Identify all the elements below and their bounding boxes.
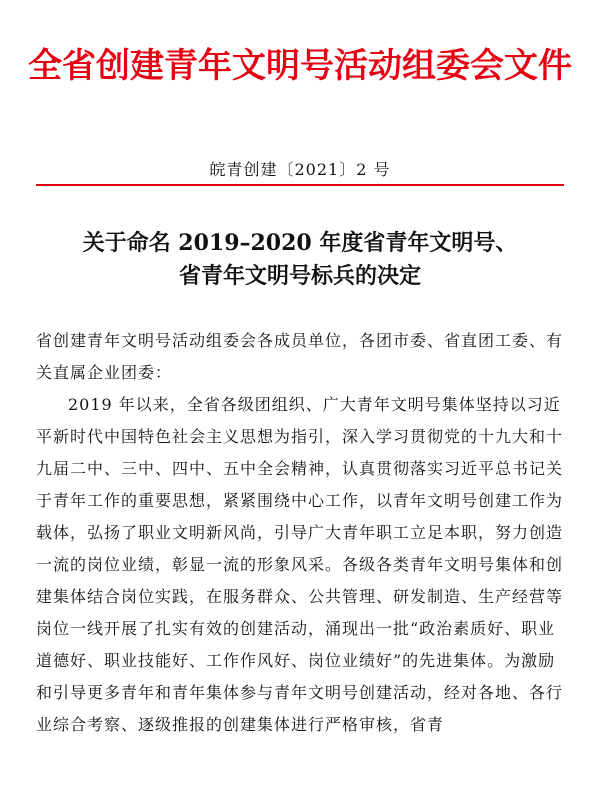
red-divider-line <box>36 184 564 186</box>
body-paragraph: 2019 年以来，全省各级团组织、广大青年文明号集体坚持以习近平新时代中国特色社会主义思想为指引，深入学习贯彻党的十九大和十九届二中、三中、四中、五中全会精神，认真贯彻落实习近平总书记关于青年工作的重要思想，紧紧围绕中心工作，以青年文明号创建工作为载体，弘扬了职业文明新风尚，引导广大青年职工立足本职，努力创造一流的岗位业绩，彰显一流的形象风采。各级各类青年文明号集体和创建集体结合岗位实践，在服务群众、公共管理、研发制造、生产经营等岗位一线开展了扎实有效的创建活动，涌现出一批“政治素质好、职业道德好、职业技能好、工作作风好、岗位业绩好”的先进集体。为激励和引导更多青年和青年集体参与青年文明号创建活动，经对各地、各行业综合考察、逐级推报的创建集体进行严格审核，省青 <box>36 395 564 734</box>
document-number: 皖青创建〔2021〕2 号 <box>209 160 391 179</box>
document-title-line-2: 省青年文明号标兵的决定 <box>178 263 421 289</box>
document-title-line-1: 关于命名 2019–2020 年度省青年文明号、 <box>82 230 518 256</box>
salutation: 省创建青年文明号活动组委会各成员单位，各团市委、省直团工委、有关直属企业团委： <box>36 331 564 382</box>
document-body <box>36 325 564 741</box>
document-header: 全省创建青年文明号活动组委会文件 <box>28 46 572 86</box>
